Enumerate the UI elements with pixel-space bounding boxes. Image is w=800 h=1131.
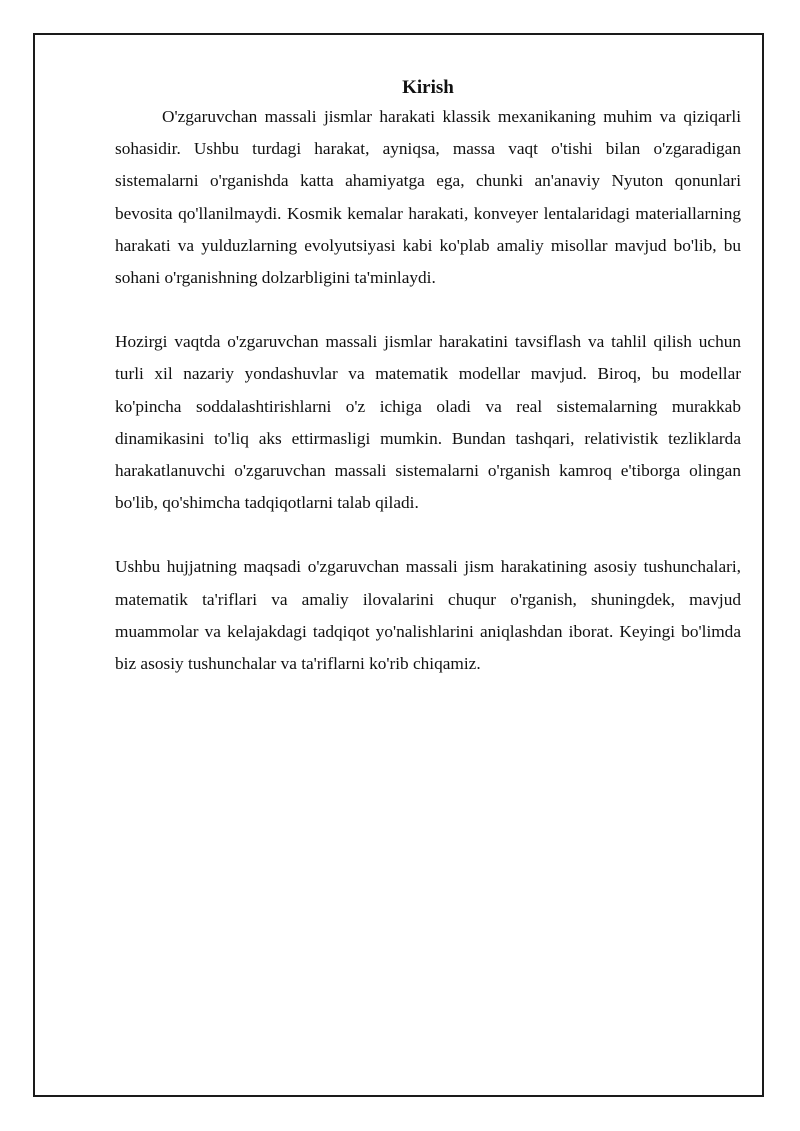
page-title: Kirish [402,77,454,98]
paragraph-2: Hozirgi vaqtda o'zgaruvchan massali jismlar harakatini tavsiflash va tahlil qilish uchun turli xil nazariy yondashuvlar va matematik modellar mavjud. Biroq, bu modellar ko'pincha soddalashtirishlarni o'z ichiga oladi va real sistemalarning murakkab dinamikasini to'liq aks ettirmasligi mumkin. Bundan tashqari, relativistik tezliklarda harakatlanuvchi o'zgaruvchan massali sistemalarni o'rganish kamroq e'tiborga olingan bo'lib, qo'shimcha tadqiqotlarni talab qiladi. [115,332,741,513]
document-body [115,76,741,712]
paragraph-3: Ushbu hujjatning maqsadi o'zgaruvchan massali jism harakatining asosiy tushunchalari, matematik ta'riflari va amaliy ilovalarini chuqur o'rganish, shuningdek, mavjud muammolar va kelajakdagi tadqiqot yo'nalishlarini aniqlashdan iborat. Keyingi bo'limda biz asosiy tushunchalar va ta'riflarni ko'rib chiqamiz. [115,557,741,674]
paragraph-1: O'zgaruvchan massali jismlar harakati klassik mexanikaning muhim va qiziqarli sohasidir. Ushbu turdagi harakat, ayniqsa, massa vaqt o'tishi bilan o'zgaradigan sistemalarni o'rganishda katta ahamiyatga ega, chunki an'anaviy Nyuton qonunlari bevosita qo'llanilmaydi. Kosmik kemalar harakati, konveyer lentalaridagi materiallarning harakati va yulduzlarning evolyutsiyasi kabi ko'plab amaliy misollar mavjud bo'lib, bu sohani o'rganishning dolzarbligini ta'minlaydi. [115,107,741,288]
